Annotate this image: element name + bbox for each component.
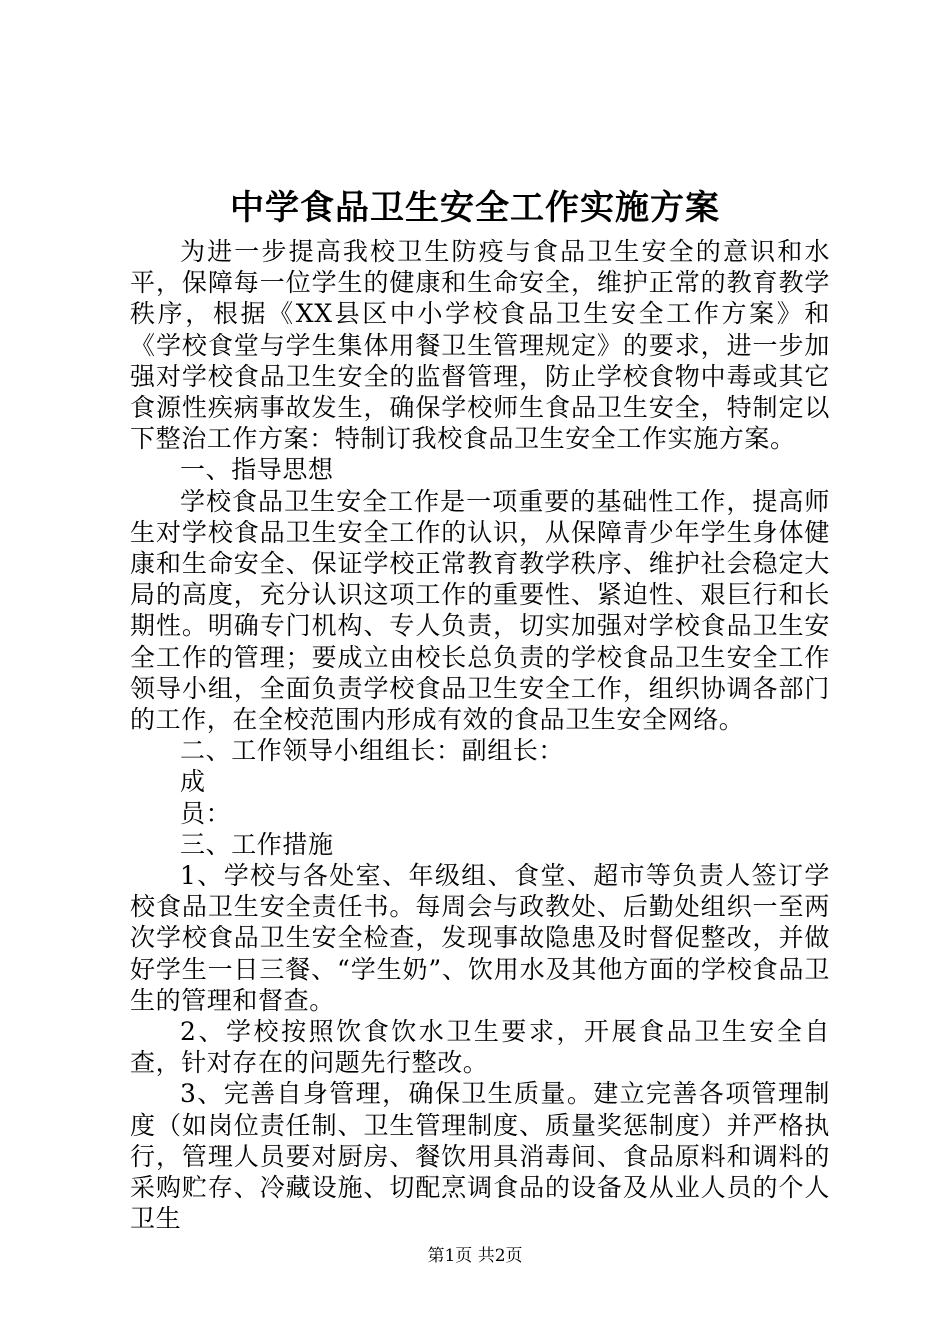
members-label-line1: 成 [180,767,206,797]
guiding-thought-paragraph: 学校食品卫生安全工作是一项重要的基础性工作，提高师生对学校食品卫生安全工作的认识，从保障青少年学生身体健康和生命安全、保证学校正常教育教学秩序、维护社会稳定大局的高度，充分认识这项工作的重要性、紧迫性、艰巨行和长期性。明确专门机构、专人负责，切实加强对学校食品卫生安全工作的管理；要成立由校长总负责的学校食品卫生安全工作领导小组，全面负责学校食品卫生安全工作，组织协调各部门的工作，在全校范围内形成有效的食品卫生安全网络。 [130,486,830,735]
measure-item-3: 3、完善自身管理，确保卫生质量。建立完善各项管理制度（如岗位责任制、卫生管理制度、质量奖惩制度）并严格执行，管理人员要对厨房、餐饮用具消毒间、食品原料和调料的采购贮存、冷藏设施、切配烹调食品的设备及从业人员的个人卫生 [130,1079,830,1234]
measure-item-1: 1、学校与各处室、年级组、食堂、超市等负责人签订学校食品卫生安全责任书。每周会与政教处、后勤处组织一至两次学校食品卫生安全检查，发现事故隐患及时督促整改，并做好学生一日三餐、“学生奶”、饮用水及其他方面的学校食品卫生的管理和督查。 [130,861,830,1015]
section-heading-work-measures: 三、工作措施 [180,829,334,859]
measure-item-2: 2、学校按照饮食饮水卫生要求，开展食品卫生安全自查，针对存在的问题先行整改。 [130,1017,830,1078]
section-heading-leadership-group: 二、工作领导小组组长：副组长： [180,736,565,766]
intro-paragraph: 为进一步提高我校卫生防疫与食品卫生安全的意识和水平，保障每一位学生的健康和生命安全，维护正常的教育教学秩序，根据《XX县区中小学校食品卫生安全工作方案》和《学校食堂与学生集体用餐卫生管理规定》的要求，进一步加强对学校食品卫生安全的监督管理，防止学校食物中毒或其它食源性疾病事故发生，确保学校师生食品卫生安全，特制定以下整治工作方案：特制订我校食品卫生安全工作实施方案。 [130,237,830,454]
document-title: 中学食品卫生安全工作实施方案 [230,188,720,228]
document-body [130,236,830,1235]
page-footer: 第1页 共2页 [427,1246,523,1266]
members-label-line2: 员： [180,798,232,828]
section-heading-guiding-thought: 一、指导思想 [180,455,334,485]
